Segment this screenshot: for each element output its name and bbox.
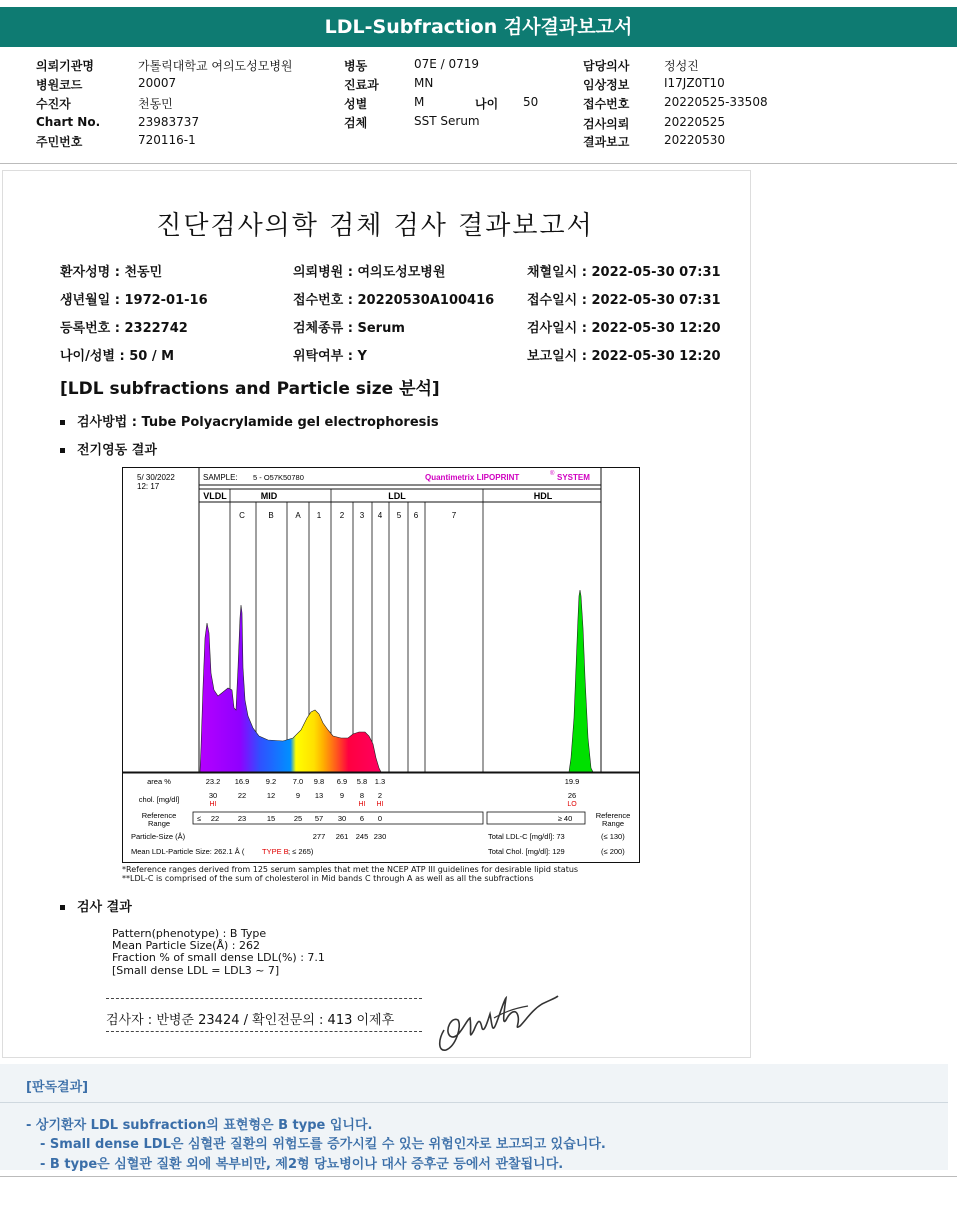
chart-date: 5/ 30/2022 xyxy=(137,473,175,482)
patient-info: 생년월일 : 1972-01-16 xyxy=(60,293,208,308)
particle-size-label: Particle-Size (Å) xyxy=(131,832,186,841)
patient-info: 접수일시 : 2022-05-30 07:31 xyxy=(527,293,721,308)
ref-value: 22 xyxy=(210,814,220,823)
particle-size-value: 277 xyxy=(312,832,326,841)
patient-info: 환자성명 : 천동민 xyxy=(60,265,163,280)
header-value: 20007 xyxy=(138,76,177,90)
band-label: 6 xyxy=(413,511,419,520)
chart-svg xyxy=(123,468,639,862)
interpretation-title: [판독결과] xyxy=(26,1080,89,1095)
header-value: MN xyxy=(414,76,434,90)
header-value: M xyxy=(414,95,425,109)
flag-value: HI xyxy=(376,801,384,808)
band-label: 5 xyxy=(396,511,402,520)
patient-info: 보고일시 : 2022-05-30 12:20 xyxy=(527,349,721,364)
flag-value: HI xyxy=(358,801,366,808)
signature-line: 검사자 : 반병준 23424 / 확인전문의 : 413 이제후 xyxy=(106,1013,395,1028)
chol-value: 12 xyxy=(266,791,276,800)
interpretation-line: - Small dense LDL은 심혈관 질환의 위험도를 증가시킬 수 있는 위험인자로 보고되고 있습니다. xyxy=(40,1137,606,1152)
interpretation-line: - 상기환자 LDL subfraction의 표현형은 B type 입니다. xyxy=(26,1118,373,1133)
patient-info: 나이/성별 : 50 / M xyxy=(60,349,175,364)
chol-value: 22 xyxy=(237,791,247,800)
ldl-density-curve xyxy=(200,605,381,772)
electro-bullet xyxy=(60,439,157,458)
band-label: C xyxy=(239,511,245,520)
group-label-vldl: VLDL xyxy=(203,491,227,501)
band-dividers xyxy=(230,489,483,772)
patient-info: 의뢰병원 : 여의도성모병원 xyxy=(293,265,446,280)
header-label: 담당의사 xyxy=(583,59,630,73)
header-label: 검체 xyxy=(344,116,368,130)
particle-size-value: 230 xyxy=(373,832,387,841)
header-value: 50 xyxy=(523,95,539,109)
particle-size-value: 261 xyxy=(335,832,349,841)
brand-label: Quantimetrix LIPOPRINT xyxy=(425,473,520,482)
band-label: 7 xyxy=(451,511,457,520)
band-label: 1 xyxy=(316,511,322,520)
footer-divider xyxy=(0,1176,957,1177)
group-label-ldl: LDL xyxy=(388,491,406,501)
bullet-icon xyxy=(60,420,65,425)
header-label: 결과보고 xyxy=(583,135,630,149)
ref-value: 30 xyxy=(337,814,347,823)
area-pct-value: 9.8 xyxy=(313,777,325,786)
patient-info: 검체종류 : Serum xyxy=(293,321,405,336)
ref-row-label: Range xyxy=(147,819,171,828)
total-chol-ref: (≤ 200) xyxy=(601,847,625,856)
group-label-mid: MID xyxy=(260,491,278,501)
result-title: 검사 결과 xyxy=(77,900,132,915)
ref-row-label-right: Reference xyxy=(595,811,631,820)
footnote: **LDL-C is comprised of the sum of cholesterol in Mid bands C through A as well as all the subfractions xyxy=(122,874,534,883)
mean-size-label: Mean LDL-Particle Size: 262.1 Å ( xyxy=(131,847,245,856)
area-pct-value: 1.3 xyxy=(374,777,386,786)
header-label: 검사의뢰 xyxy=(583,117,630,131)
area-pct-value: 5.8 xyxy=(356,777,368,786)
brand-system: SYSTEM xyxy=(557,473,590,482)
patient-info: 접수번호 : 20220530A100416 xyxy=(293,293,495,308)
patient-info: 검사일시 : 2022-05-30 12:20 xyxy=(527,321,721,336)
bullet-icon xyxy=(60,905,65,910)
ref-value: 25 xyxy=(293,814,303,823)
total-ldl-ref: (≤ 130) xyxy=(601,832,625,841)
header-value: 720116-1 xyxy=(138,133,196,147)
ref-value: 23 xyxy=(237,814,247,823)
ref-value: 6 xyxy=(359,814,365,823)
header-label: Chart No. xyxy=(36,115,101,129)
mean-ref: ; ≤ 265) xyxy=(288,847,314,856)
area-pct-value: 23.2 xyxy=(205,777,221,786)
sample-id: 5 - O57K50780 xyxy=(253,473,304,482)
header-value: 가톨릭대학교 여의도성모병원 xyxy=(138,59,293,73)
bullet-icon xyxy=(60,448,65,453)
chol-row-label: chol. [mg/dl] xyxy=(138,795,180,804)
header-value: SST Serum xyxy=(414,114,480,128)
particle-size-value: 245 xyxy=(355,832,369,841)
chol-value: 9 xyxy=(295,791,301,800)
result-line: Mean Particle Size(Å) : 262 xyxy=(112,939,260,952)
patient-info: 등록번호 : 2322742 xyxy=(60,321,188,336)
header-value: 07E / 0719 xyxy=(414,57,480,71)
section-title: [LDL subfractions and Particle size 분석] xyxy=(60,379,440,399)
sample-label: SAMPLE: xyxy=(203,473,238,482)
band-label: 3 xyxy=(359,511,365,520)
chol-value: 30 xyxy=(208,791,218,800)
brand-reg: ® xyxy=(550,471,555,477)
chol-value: 2 xyxy=(377,791,383,800)
interpretation-divider xyxy=(0,1102,948,1103)
header-label: 임상정보 xyxy=(583,78,630,92)
signature-rule xyxy=(106,1031,422,1032)
header-label: 주민번호 xyxy=(36,135,83,149)
area-pct-value: 16.9 xyxy=(234,777,250,786)
header-label: 접수번호 xyxy=(583,97,630,111)
header-label: 병동 xyxy=(344,59,368,73)
chol-value: 8 xyxy=(359,791,365,800)
footnote: *Reference ranges derived from 125 serum samples that met the NCEP ATP III guidelines for desirable lipid status xyxy=(122,865,579,874)
ref-value: 57 xyxy=(314,814,324,823)
hdl-density-curve xyxy=(569,590,593,772)
mean-type: TYPE B xyxy=(262,847,289,856)
result-bullet xyxy=(60,896,132,915)
band-label: B xyxy=(268,511,274,520)
chol-value: 13 xyxy=(314,791,324,800)
interpretation-panel xyxy=(0,1064,948,1170)
ref-value-hdl: ≥ 40 xyxy=(557,814,573,823)
header-value: 20220530 xyxy=(664,133,726,147)
ref-row-label-right: Range xyxy=(601,819,625,828)
result-line: [Small dense LDL = LDL3 ~ 7] xyxy=(112,964,280,977)
band-label: 4 xyxy=(377,511,383,520)
area-row-label: area % xyxy=(147,777,171,786)
band-label: 2 xyxy=(339,511,345,520)
ref-value: 15 xyxy=(266,814,276,823)
chart-time: 12: 17 xyxy=(137,482,160,491)
handwritten-signature xyxy=(432,990,562,1056)
header-label: 진료과 xyxy=(344,78,379,92)
result-line: Fraction % of small dense LDL(%) : 7.1 xyxy=(112,951,325,964)
chol-value: 9 xyxy=(339,791,345,800)
report-title: 진단검사의학 검체 검사 결과보고서 xyxy=(156,211,594,241)
method-text: 검사방법 : Tube Polyacrylamide gel electrophoresis xyxy=(77,415,439,430)
band-label: A xyxy=(295,511,301,520)
signature-rule xyxy=(106,998,422,999)
area-pct-value: 19.9 xyxy=(564,777,580,786)
area-pct-value: 6.9 xyxy=(336,777,348,786)
area-pct-value: 7.0 xyxy=(292,777,304,786)
report-title-bar: LDL-Subfraction 검사결과보고서 xyxy=(0,7,957,47)
header-divider xyxy=(0,163,957,164)
header-value: 20220525-33508 xyxy=(664,95,768,109)
ref-value: 0 xyxy=(377,814,383,823)
header-label: 나이 xyxy=(475,97,499,111)
total-chol: Total Chol. [mg/dl]: 129 xyxy=(488,847,565,856)
flag-value: HI xyxy=(209,801,217,808)
result-line: Pattern(phenotype) : B Type xyxy=(112,927,267,940)
header-value: 천동민 xyxy=(138,97,173,111)
header-value: 정성진 xyxy=(664,59,699,73)
electro-title: 전기영동 결과 xyxy=(77,443,157,458)
patient-info: 채혈일시 : 2022-05-30 07:31 xyxy=(527,265,721,280)
header-value: I17JZ0T10 xyxy=(664,76,725,90)
method-bullet xyxy=(60,411,439,430)
header-label: 의뢰기관명 xyxy=(36,59,94,73)
header-label: 병원코드 xyxy=(36,78,83,92)
group-label-hdl: HDL xyxy=(533,491,553,501)
header-value: 20220525 xyxy=(664,115,726,129)
total-ldl: Total LDL-C [mg/dl]: 73 xyxy=(488,832,565,841)
ref-row-label: Reference xyxy=(141,811,177,820)
header-value: 23983737 xyxy=(138,115,200,129)
ref-le-symbol: ≤ xyxy=(197,814,202,823)
electrophoresis-chart xyxy=(122,467,640,863)
header-label: 성별 xyxy=(344,97,368,111)
interpretation-line: - B type은 심혈관 질환 외에 복부비만, 제2형 당뇨병이나 대사 증후군 등에서 관찰됩니다. xyxy=(40,1157,564,1172)
header-label: 수진자 xyxy=(36,97,71,111)
flag-value: LO xyxy=(567,801,577,808)
patient-info: 위탁여부 : Y xyxy=(293,349,367,364)
chol-value: 26 xyxy=(567,791,577,800)
area-pct-value: 9.2 xyxy=(265,777,277,786)
